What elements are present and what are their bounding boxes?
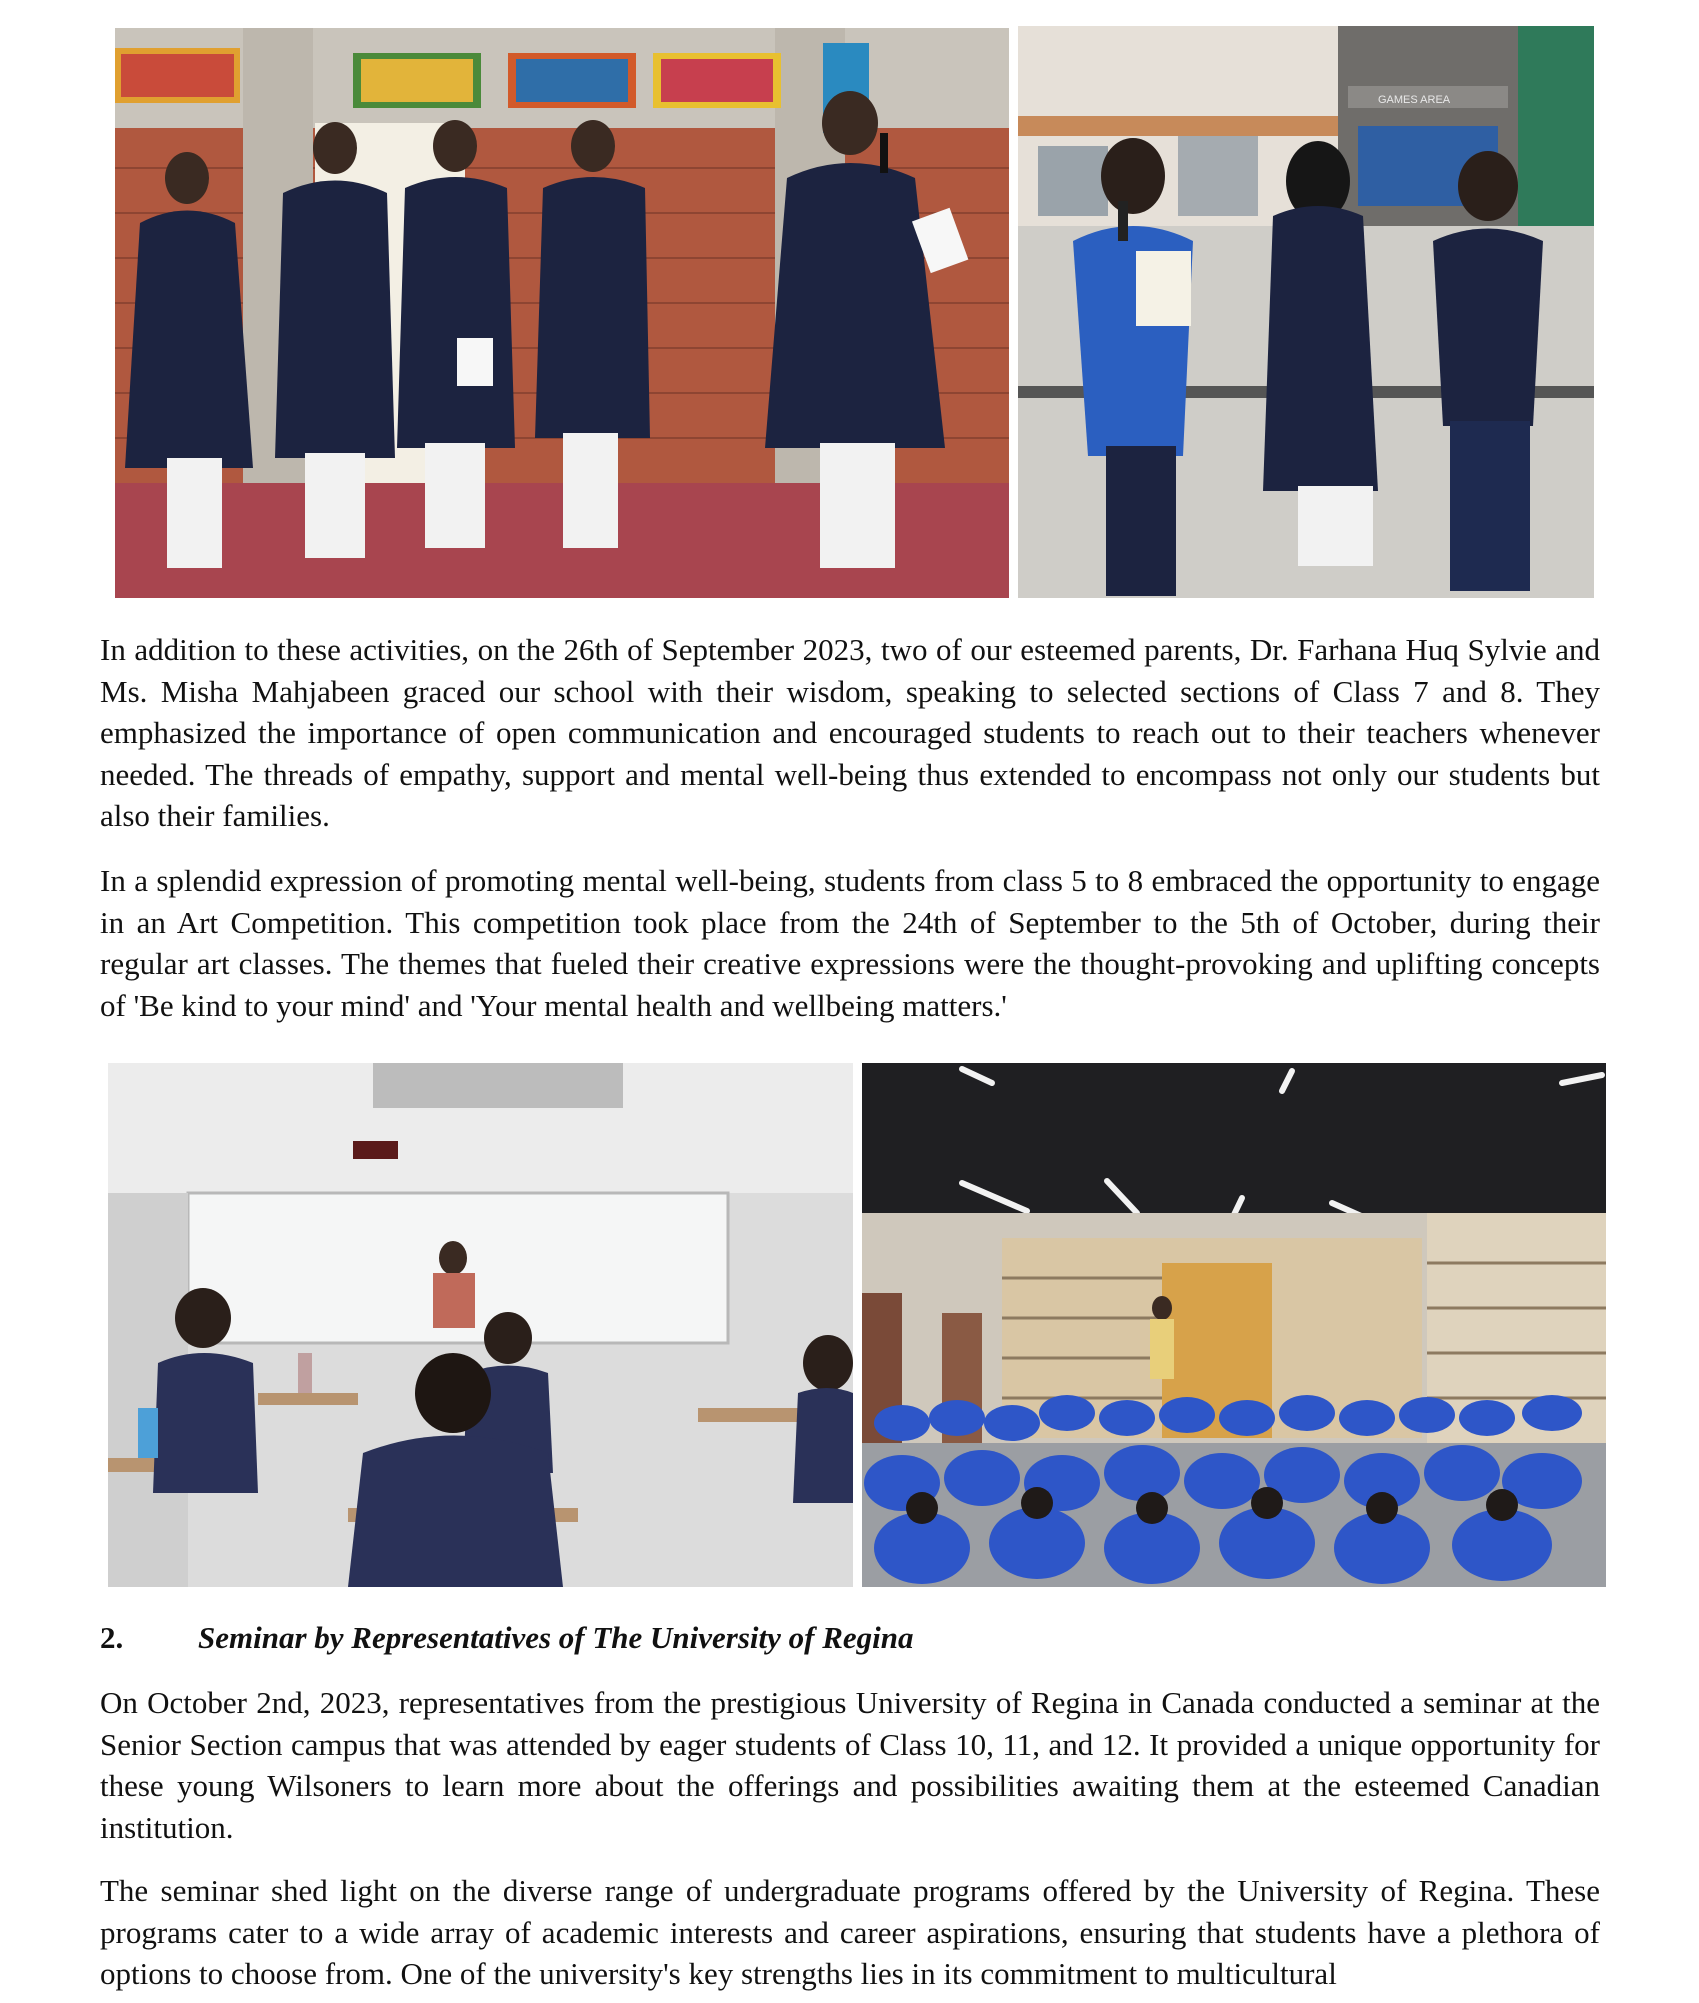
section-number: 2. [100, 1620, 124, 1655]
paragraph-regina-seminar: On October 2nd, 2023, representatives from the prestigious University of Regina in Canada conducted a seminar at the Senior Section campus that was attended by eager students of Class 10, 11, and 12. It provided a unique opportunity for these young Wilsoners to learn more about the offerings and possibilities awaiting them at the esteemed Canadian institution. [100, 1685, 1600, 1845]
games-area-sign: GAMES AREA [1378, 94, 1451, 106]
section-title: Seminar by Representatives of The University of Regina [198, 1620, 914, 1655]
paragraph-parents-visit: In addition to these activities, on the 26th of September 2023, two of our esteemed parents, Dr. Farhana Huq Sylvie and Ms. Misha Mahjabeen graced our school with their wisdom, speaking to selected sections of Class 7 and 8. They emphasized the importance of open communication and encouraged students to reach out to their teachers whenever needed. The threads of empathy, support and mental well-being thus extended to encompass not only our students but also their families. [100, 632, 1600, 833]
photo-library-icon [862, 1063, 1606, 1587]
photo-students-presenting-on-stage [115, 28, 1009, 598]
photo-classroom-icon [108, 1063, 853, 1587]
paragraph-seminar-programs: The seminar shed light on the diverse range of undergraduate programs offered by the University of Regina. These programs cater to a wide array of academic interests and career aspirations, ensuring that students have a plethora of options to choose from. One of the university's key strengths lies in its commitment to multicultural [100, 1873, 1600, 1991]
section-heading [100, 1617, 914, 1658]
photo-stage-assembly-icon [115, 28, 1009, 598]
photo-students-speaking-outdoors [1018, 26, 1594, 598]
paragraph-art-competition: In a splendid expression of promoting mental well-being, students from class 5 to 8 embraced the opportunity to engage in an Art Competition. This competition took place from the 24th of September to the 5th of October, during their regular art classes. The themes that fueled their creative expressions were the thought-provoking and uplifting concepts of 'Be kind to your mind' and 'Your mental health and wellbeing matters.' [100, 863, 1600, 1023]
photo-classroom-session [108, 1063, 853, 1587]
photo-library-session [862, 1063, 1606, 1587]
photo-outdoor-assembly-icon [1018, 26, 1594, 598]
